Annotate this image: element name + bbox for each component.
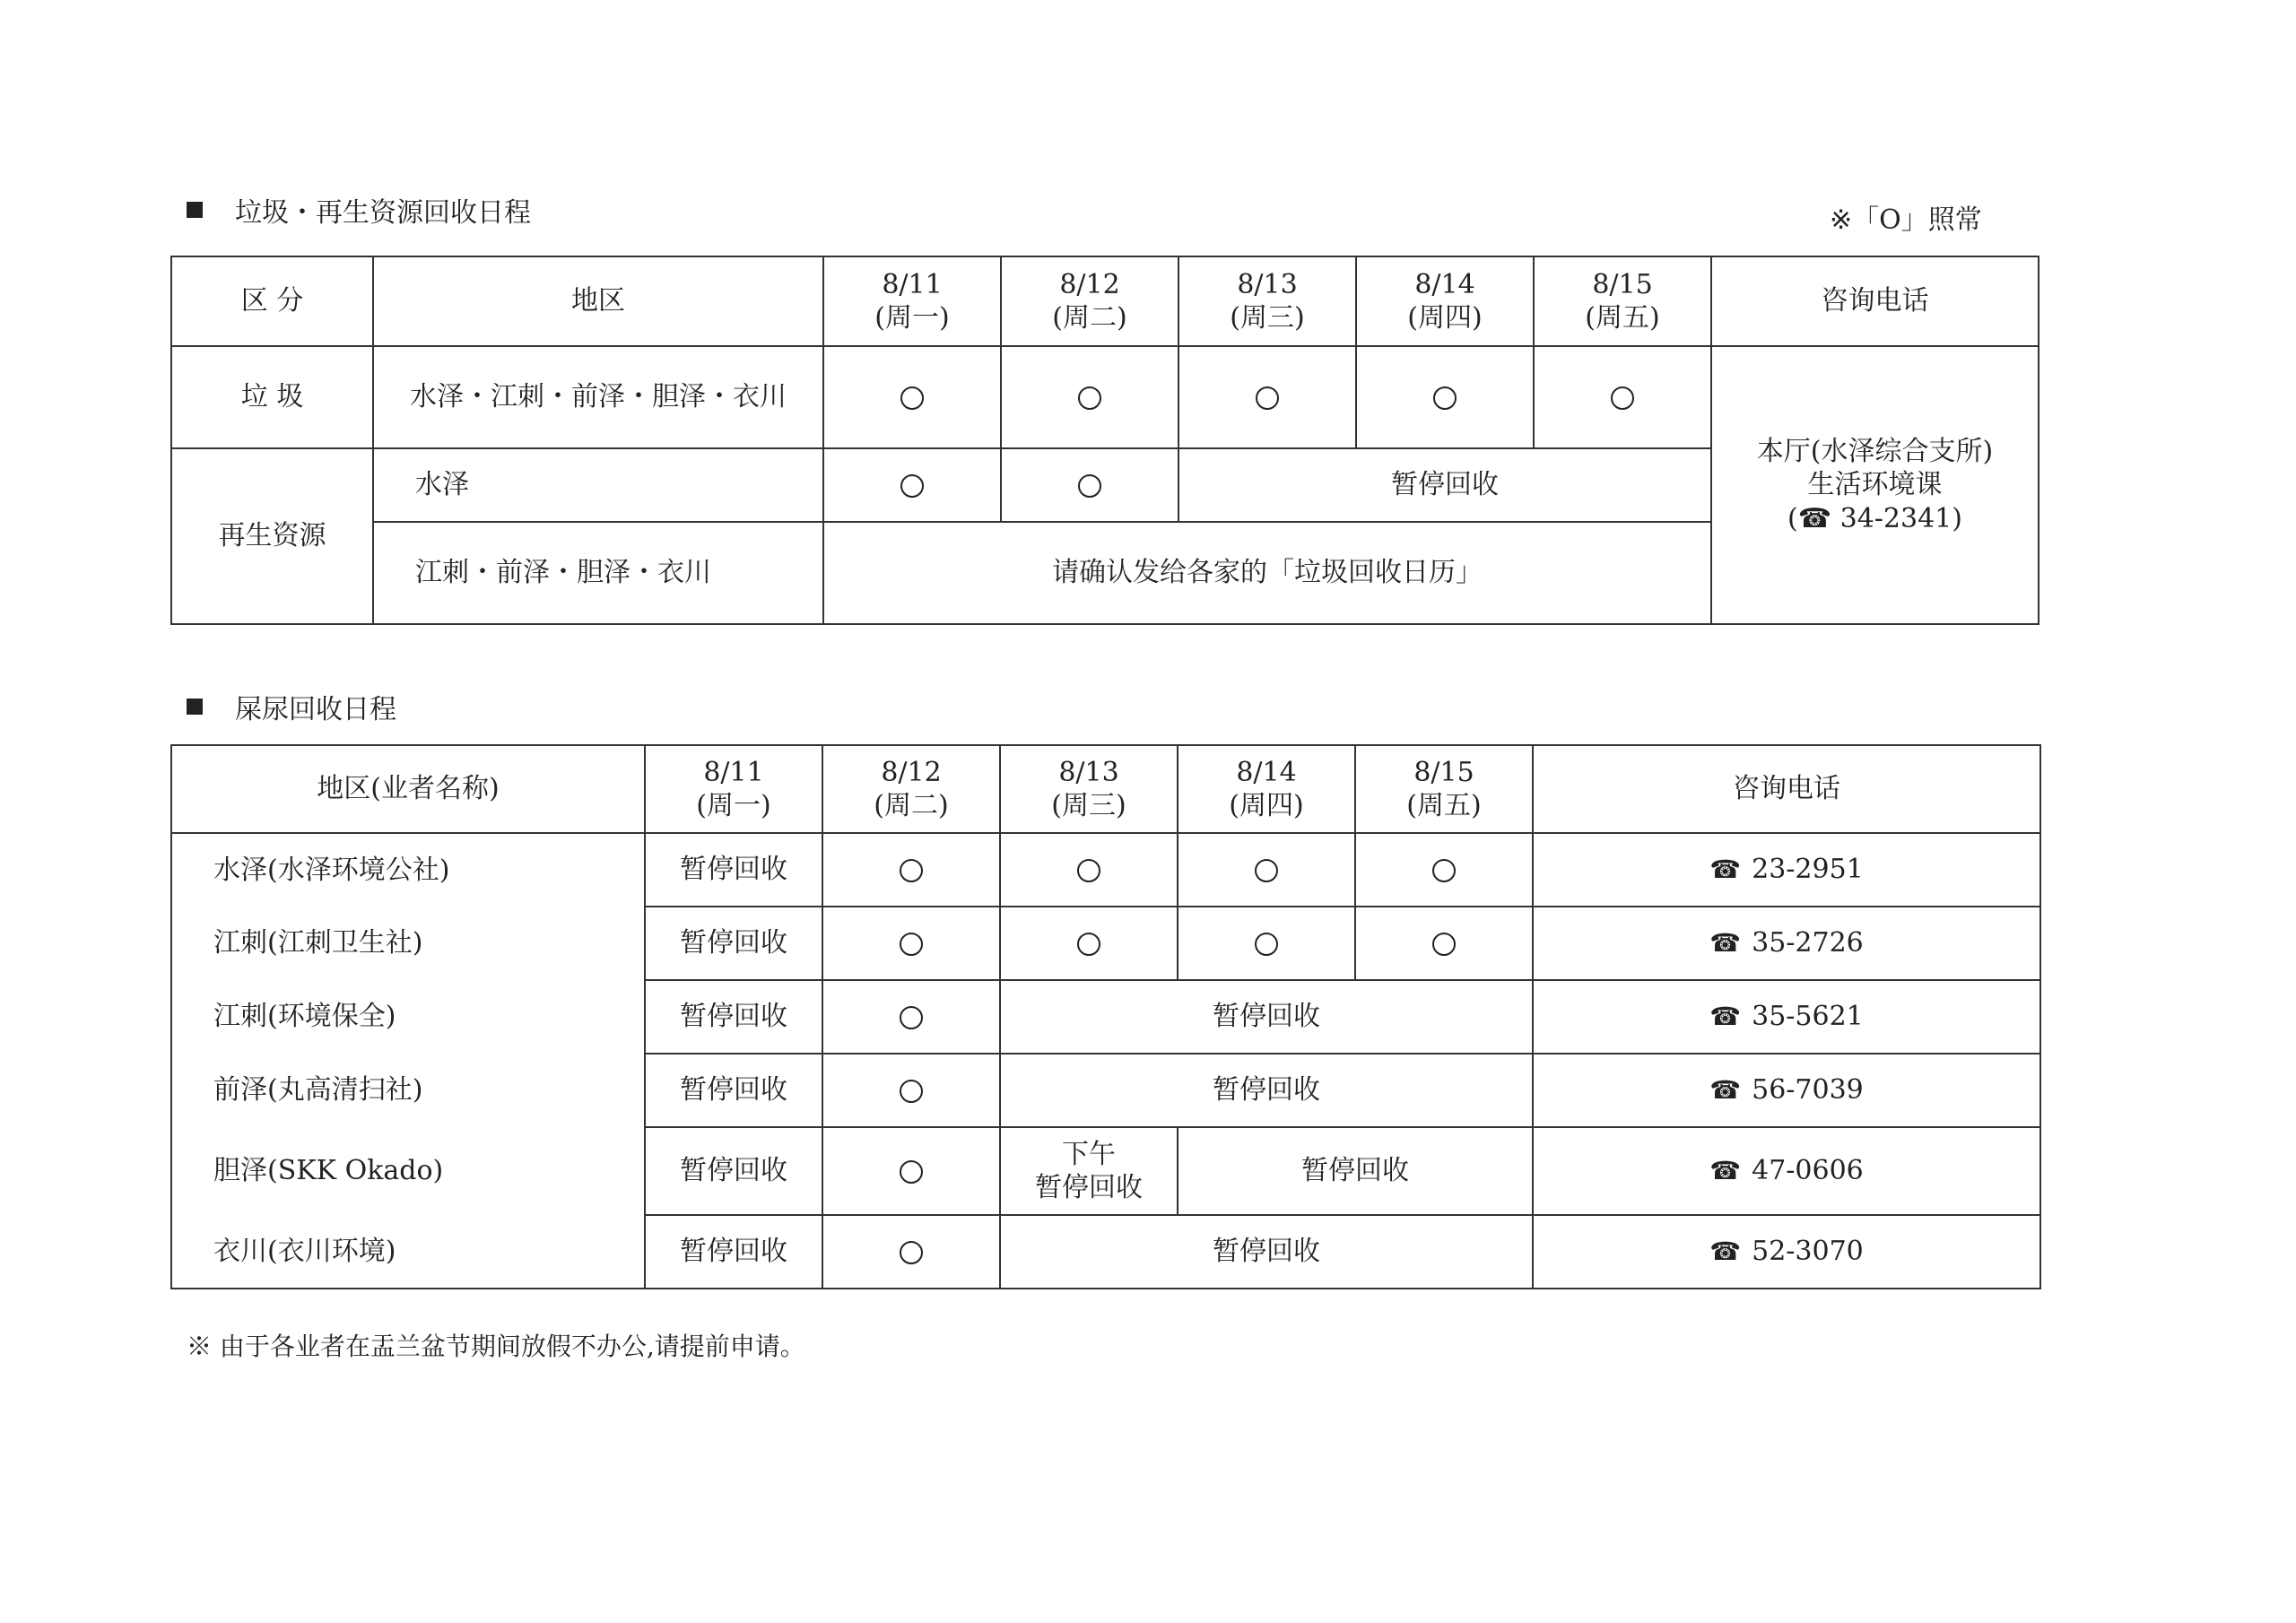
- circle-icon: [1611, 386, 1634, 410]
- header-date-col: 8/14 (周四): [1178, 745, 1355, 833]
- contact-phone: (☎ 34-2341): [1787, 502, 1962, 534]
- section2-title: 屎尿回收日程: [235, 694, 396, 725]
- suspend-cell: 暂停回收: [645, 1127, 822, 1215]
- header-category: 区 分: [171, 256, 373, 346]
- status-cell: [822, 980, 1000, 1054]
- garbage-area: 水泽・江刺・前泽・胆泽・衣川: [373, 346, 823, 448]
- area-cell: 江刺(江刺卫生社): [171, 907, 645, 980]
- suspend-cell: 暂停回收: [645, 833, 822, 907]
- status-cell: [822, 907, 1000, 980]
- garbage-schedule-table: [170, 256, 2039, 625]
- contact-line2: 生活环境课: [1807, 469, 1943, 501]
- contact-line1: 本厅(水泽综合支所): [1756, 435, 1994, 467]
- status-cell: [1000, 907, 1178, 980]
- suspend-cell: 暂停回收: [1000, 1215, 1533, 1289]
- status-cell: [1355, 833, 1533, 907]
- suspend-cell: 暂停回收: [645, 907, 822, 980]
- contact-cell: [1711, 346, 2039, 624]
- status-cell: [822, 833, 1000, 907]
- suspend-cell: 暂停回收: [645, 1215, 822, 1289]
- circle-icon: [900, 933, 923, 956]
- table-row: [171, 1054, 2040, 1127]
- circle-icon: [900, 1241, 923, 1264]
- circle-icon: [900, 859, 923, 882]
- legend-note: ※「O」照常: [1830, 204, 1982, 236]
- header-date-col: 8/13 (周三): [1000, 745, 1178, 833]
- header-contact: 咨询电话: [1711, 256, 2039, 346]
- header-date-col: 8/13 (周三): [1178, 256, 1356, 346]
- circle-icon: [900, 474, 924, 498]
- afternoon-suspend-cell: 下午 暂停回收: [1000, 1127, 1178, 1215]
- table-row: [171, 907, 2040, 980]
- table-row: [171, 980, 2040, 1054]
- recycle-area-2: 江刺・前泽・胆泽・衣川: [373, 522, 823, 624]
- square-bullet-icon: [187, 699, 203, 715]
- header-date-col: 8/11 (周一): [645, 745, 822, 833]
- area-cell: 胆泽(SKK Okado): [171, 1127, 645, 1215]
- circle-icon: [1432, 933, 1456, 956]
- status-cell: [822, 1054, 1000, 1127]
- circle-icon: [1077, 933, 1100, 956]
- table1-header-row: [171, 256, 2039, 346]
- status-cell: [822, 1127, 1000, 1215]
- night-soil-schedule-table: [170, 744, 2041, 1289]
- section1-title: 垃圾・再生资源回收日程: [235, 197, 531, 229]
- area-cell: 水泽(水泽环境公社): [171, 833, 645, 907]
- phone-icon: ☎: [1709, 855, 1742, 885]
- calendar-note-cell: 请确认发给各家的「垃圾回收日历」: [823, 522, 1711, 624]
- header-date-col: 8/14 (周四): [1356, 256, 1534, 346]
- table-row: [171, 1215, 2040, 1289]
- phone-cell: ☎ 52-3070: [1533, 1215, 2040, 1289]
- table-row: [171, 833, 2040, 907]
- circle-icon: [900, 1160, 923, 1184]
- status-cell: [823, 346, 1001, 448]
- phone-icon: ☎: [1709, 1237, 1742, 1267]
- phone-icon: ☎: [1709, 1002, 1742, 1032]
- phone-cell: ☎ 47-0606: [1533, 1127, 2040, 1215]
- status-cell: [1178, 346, 1356, 448]
- circle-icon: [1433, 386, 1457, 410]
- phone-icon: ☎: [1709, 928, 1742, 959]
- section2-heading: [187, 687, 396, 726]
- square-bullet-icon: [187, 202, 203, 218]
- phone-cell: ☎ 35-2726: [1533, 907, 2040, 980]
- circle-icon: [1078, 386, 1101, 410]
- suspend-cell: 暂停回收: [1000, 980, 1533, 1054]
- circle-icon: [1432, 859, 1456, 882]
- phone-icon: ☎: [1709, 1156, 1742, 1186]
- header-contact: 咨询电话: [1533, 745, 2040, 833]
- suspend-cell: 暂停回收: [1178, 448, 1711, 522]
- section1-heading: [187, 190, 531, 230]
- garbage-category: 垃 圾: [171, 346, 373, 448]
- circle-icon: [1256, 386, 1279, 410]
- suspend-cell: 暂停回收: [1178, 1127, 1533, 1215]
- status-cell: [1355, 907, 1533, 980]
- header-area: 地区(业者名称): [171, 745, 645, 833]
- phone-icon: ☎: [1709, 1075, 1742, 1106]
- status-cell: [1000, 833, 1178, 907]
- status-cell: [1356, 346, 1534, 448]
- suspend-cell: 暂停回收: [1000, 1054, 1533, 1127]
- circle-icon: [1255, 859, 1278, 882]
- circle-icon: [900, 1080, 923, 1103]
- status-cell: [1178, 833, 1355, 907]
- area-cell: 衣川(衣川环境): [171, 1215, 645, 1289]
- status-cell: [823, 448, 1001, 522]
- area-cell: 江刺(环境保全): [171, 980, 645, 1054]
- header-date-col: 8/12 (周二): [822, 745, 1000, 833]
- status-cell: [822, 1215, 1000, 1289]
- status-cell: [1178, 907, 1355, 980]
- header-date-col: 8/11 (周一): [823, 256, 1001, 346]
- header-area: 地区: [373, 256, 823, 346]
- recycle-category: 再生资源: [171, 448, 373, 624]
- phone-cell: ☎ 56-7039: [1533, 1054, 2040, 1127]
- status-cell: [1534, 346, 1711, 448]
- status-cell: [1001, 346, 1178, 448]
- table-row: [171, 1127, 2040, 1215]
- header-date-col: 8/12 (周二): [1001, 256, 1178, 346]
- status-cell: [1001, 448, 1178, 522]
- circle-icon: [1255, 933, 1278, 956]
- circle-icon: [1077, 859, 1100, 882]
- suspend-cell: 暂停回收: [645, 980, 822, 1054]
- garbage-row: [171, 346, 2039, 448]
- phone-cell: ☎ 35-5621: [1533, 980, 2040, 1054]
- header-date-col: 8/15 (周五): [1534, 256, 1711, 346]
- header-date-col: 8/15 (周五): [1355, 745, 1533, 833]
- circle-icon: [1078, 474, 1101, 498]
- phone-cell: ☎ 23-2951: [1533, 833, 2040, 907]
- table2-header-row: [171, 745, 2040, 833]
- recycle-area-1: 水泽: [373, 448, 823, 522]
- suspend-cell: 暂停回收: [645, 1054, 822, 1127]
- circle-icon: [900, 386, 924, 410]
- footnote: ※ 由于各业者在盂兰盆节期间放假不办公,请提前申请。: [187, 1332, 805, 1361]
- area-cell: 前泽(丸高清扫社): [171, 1054, 645, 1127]
- circle-icon: [900, 1006, 923, 1029]
